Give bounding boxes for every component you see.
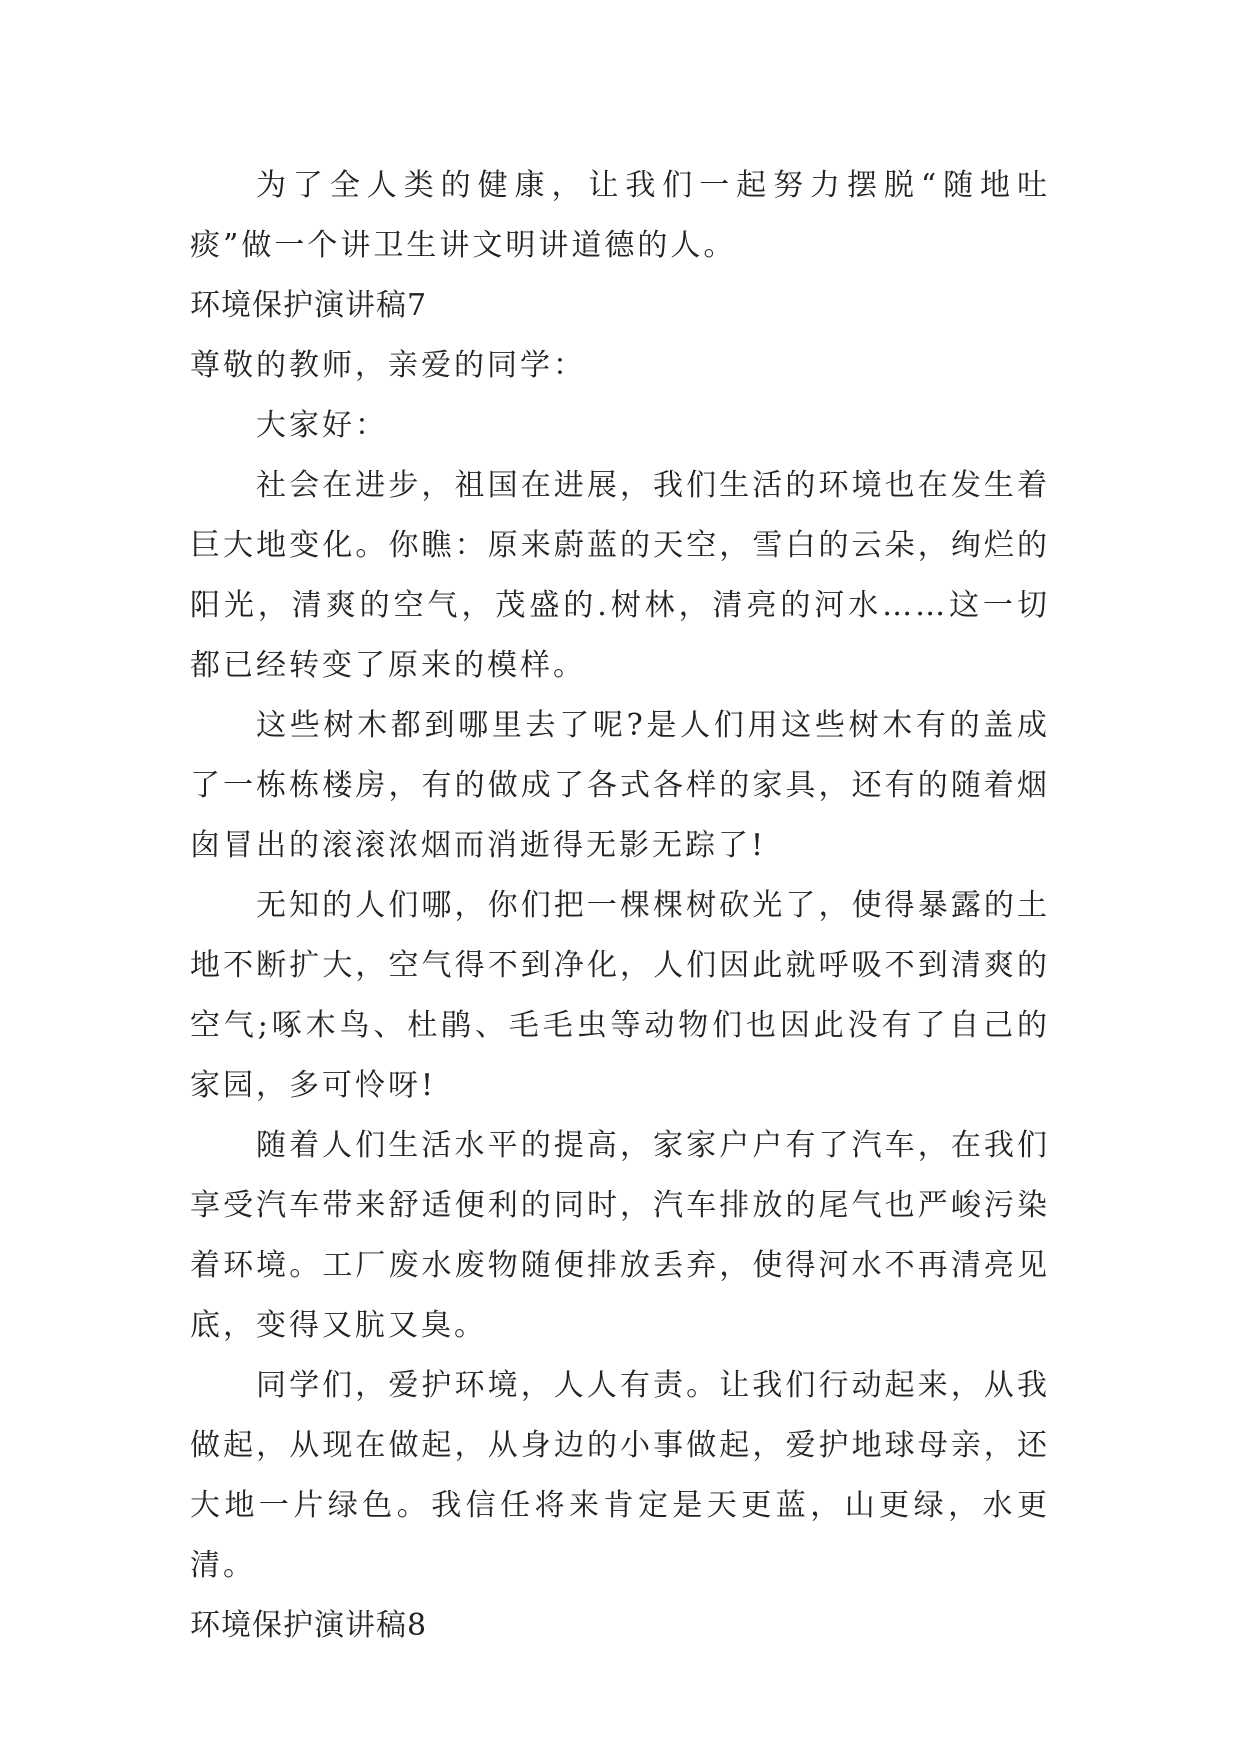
body-paragraph: 社会在进步，祖国在进展，我们生活的环境也在发生着巨大地变化。你瞧：原来蔚蓝的天空，雪白的云朵，绚烂的阳光，清爽的空气，茂盛的.树林，清亮的河水……这一切都已经转变了原来的模样。	[190, 468, 1050, 683]
document-body	[190, 156, 1050, 1656]
closing-paragraph: 为了全人类的健康，让我们一起努力摆脱“随地吐痰”做一个讲卫生讲文明讲道德的人。	[190, 168, 1050, 263]
speech-heading-7: 环境保护演讲稿7	[190, 288, 428, 323]
greeting: 大家好：	[256, 408, 388, 443]
body-paragraph: 同学们，爱护环境，人人有责。让我们行动起来，从我做起，从现在做起，从身边的小事做起，爱护地球母亲，还大地一片绿色。我信任将来肯定是天更蓝，山更绿，水更清。	[190, 1368, 1050, 1583]
body-paragraph: 这些树木都到哪里去了呢?是人们用这些树木有的盖成了一栋栋楼房，有的做成了各式各样的家具，还有的随着烟囱冒出的滚滚浓烟而消逝得无影无踪了!	[190, 708, 1050, 863]
speech-heading-8: 环境保护演讲稿8	[190, 1608, 428, 1643]
body-paragraph: 随着人们生活水平的提高，家家户户有了汽车，在我们享受汽车带来舒适便利的同时，汽车排放的尾气也严峻污染着环境。工厂废水废物随便排放丢弃，使得河水不再清亮见底，变得又肮又臭。	[190, 1128, 1050, 1343]
salutation: 尊敬的教师，亲爱的同学：	[190, 348, 586, 383]
body-paragraph: 无知的人们哪，你们把一棵棵树砍光了，使得暴露的土地不断扩大，空气得不到净化，人们因此就呼吸不到清爽的空气;啄木鸟、杜鹃、毛毛虫等动物们也因此没有了自己的家园，多可怜呀!	[190, 888, 1050, 1103]
